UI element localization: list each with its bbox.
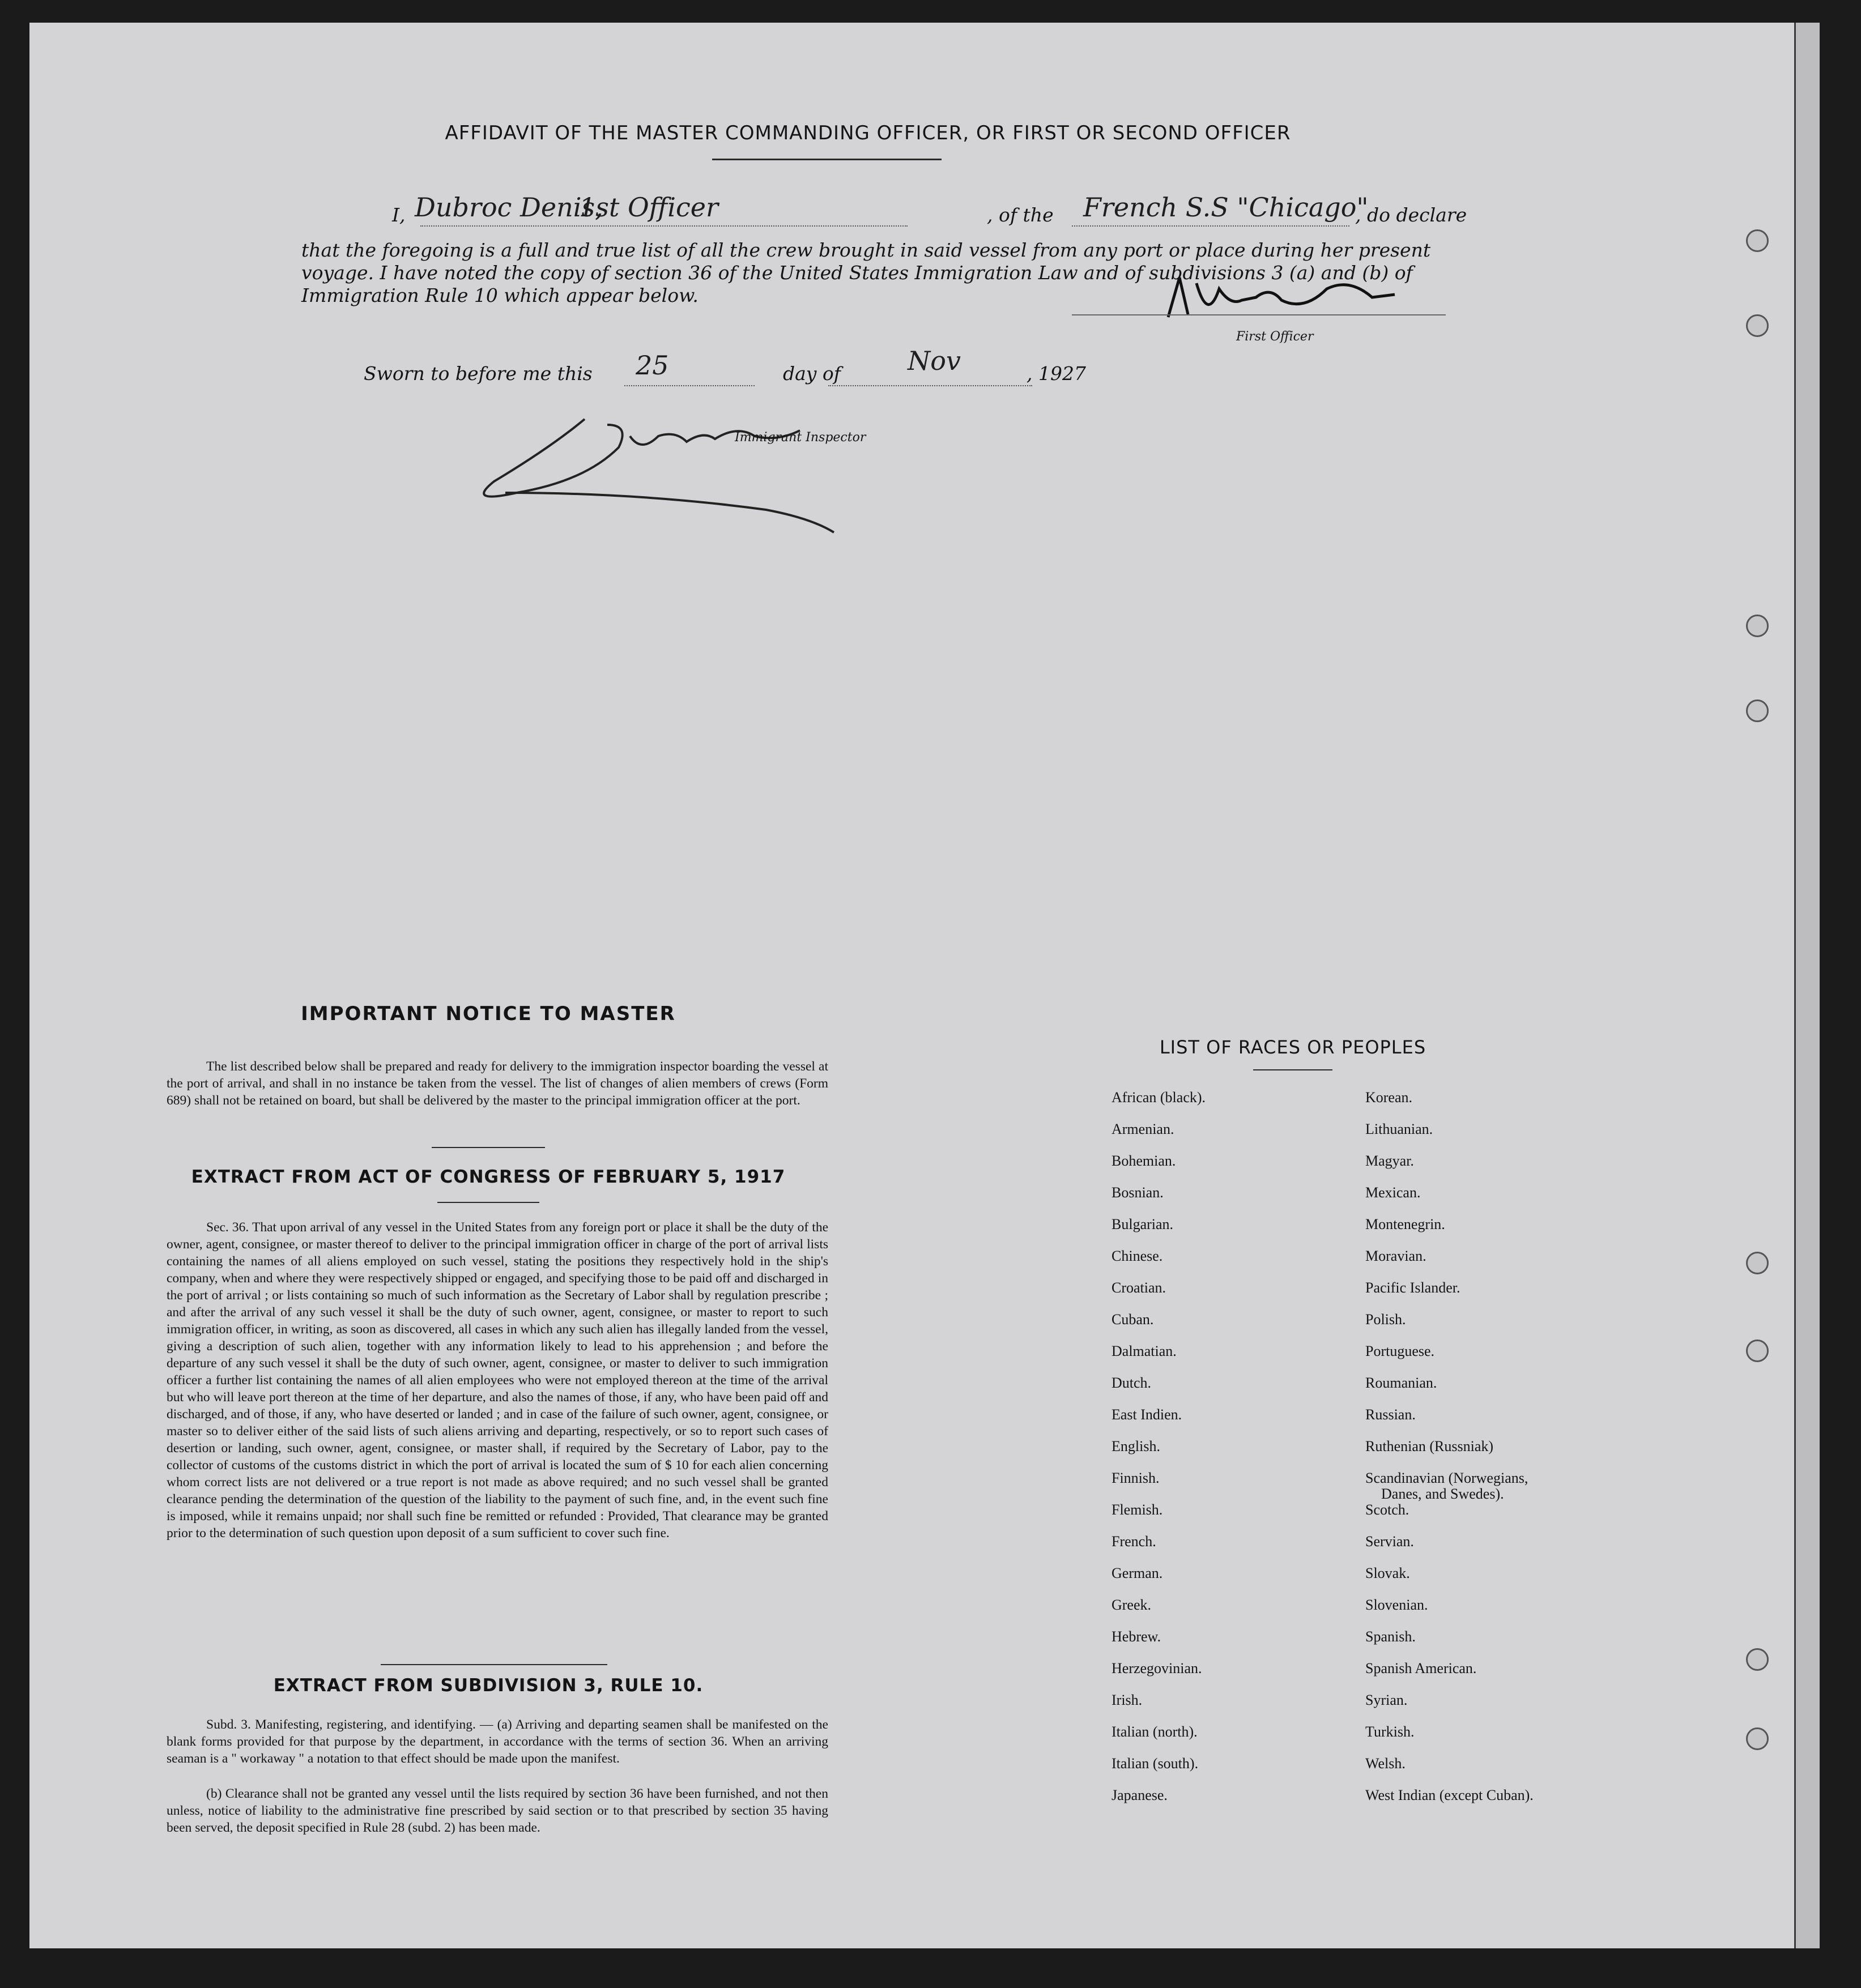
officer-rank-handwritten: 1st Officer bbox=[579, 192, 718, 223]
race-item: Scotch. bbox=[1365, 1501, 1409, 1518]
inspector-label: Immigrant Inspector bbox=[735, 430, 866, 445]
race-item: Chinese. bbox=[1112, 1248, 1163, 1264]
race-item: Finnish. bbox=[1112, 1470, 1160, 1486]
officer-label: First Officer bbox=[1236, 330, 1314, 344]
extract-rule-title: EXTRACT FROM SUBDIVISION 3, RULE 10. bbox=[273, 1675, 704, 1696]
race-item: Bulgarian. bbox=[1112, 1216, 1174, 1232]
punch-hole bbox=[1746, 1339, 1769, 1362]
race-item: Mexican. bbox=[1365, 1184, 1421, 1201]
extract-act-title: EXTRACT FROM ACT OF CONGRESS OF FEBRUARY 5, 1917 bbox=[191, 1167, 786, 1187]
sworn-day-handwritten: 25 bbox=[636, 350, 669, 381]
decl-line-2: that the foregoing is a full and true list of all the crew brought in said vessel from any port or place during her present bbox=[301, 239, 1431, 261]
inspector-signature bbox=[471, 396, 936, 544]
race-item: Italian (south). bbox=[1112, 1755, 1199, 1772]
race-item: Cuban. bbox=[1112, 1311, 1154, 1328]
punch-hole bbox=[1746, 314, 1769, 337]
decl-pre: I, bbox=[392, 204, 406, 226]
vessel-handwritten: French S.S "Chicago" bbox=[1083, 192, 1369, 223]
race-item: Slovak. bbox=[1365, 1565, 1410, 1581]
race-item: Russian. bbox=[1365, 1406, 1416, 1423]
race-item: Spanish. bbox=[1365, 1628, 1416, 1645]
race-item: African (black). bbox=[1112, 1089, 1206, 1106]
sworn-line bbox=[364, 345, 1157, 385]
affidavit-title: AFFIDAVIT OF THE MASTER COMMANDING OFFICER, OR FIRST OR SECOND OFFICER bbox=[445, 122, 1291, 144]
race-item: Hebrew. bbox=[1112, 1628, 1161, 1645]
punch-hole bbox=[1746, 615, 1769, 637]
punch-hole bbox=[1746, 1648, 1769, 1671]
race-item: Montenegrin. bbox=[1365, 1216, 1445, 1232]
sworn-day-label: day of bbox=[783, 362, 841, 385]
officer-sign-line bbox=[1072, 314, 1446, 315]
race-item: Croatian. bbox=[1112, 1279, 1166, 1296]
race-item: West Indian (except Cuban). bbox=[1365, 1787, 1534, 1803]
punch-hole bbox=[1746, 699, 1769, 722]
race-item: Polish. bbox=[1365, 1311, 1406, 1328]
extract-rule-para-a: Subd. 3. Manifesting, registering, and identifying. — (a) Arriving and departing seamen shall be manifested on the blank forms provided for that purpose by the department, in accordance with the terms of section 36. When an arriving seaman is a " workaway " a notation to that effect should be made upon the manifest. bbox=[167, 1717, 828, 1766]
sworn-pre: Sworn to before me this bbox=[364, 362, 593, 385]
race-item: Roumanian. bbox=[1365, 1375, 1437, 1391]
races-divider bbox=[1253, 1069, 1332, 1070]
document-page bbox=[29, 23, 1820, 1948]
race-item: French. bbox=[1112, 1533, 1156, 1550]
race-item: Flemish. bbox=[1112, 1501, 1163, 1518]
race-item: Magyar. bbox=[1365, 1153, 1414, 1169]
punch-hole bbox=[1746, 1252, 1769, 1274]
title-underline bbox=[712, 159, 942, 160]
month-blank bbox=[828, 385, 1032, 386]
race-item: Scandinavian (Norwegians, bbox=[1365, 1470, 1528, 1486]
act-divider bbox=[437, 1202, 539, 1203]
race-item: Ruthenian (Russniak) bbox=[1365, 1438, 1494, 1454]
sworn-month-handwritten: Nov bbox=[908, 345, 961, 376]
vessel-blank bbox=[1072, 225, 1349, 227]
punch-hole bbox=[1746, 229, 1769, 252]
notice-title: IMPORTANT NOTICE TO MASTER bbox=[301, 1002, 676, 1025]
race-item: Korean. bbox=[1365, 1089, 1413, 1106]
races-title: LIST OF RACES OR PEOPLES bbox=[1159, 1036, 1426, 1058]
officer-name-handwritten: Dubroc Denis, bbox=[415, 192, 603, 223]
race-item: Italian (north). bbox=[1112, 1723, 1198, 1740]
race-item: Greek. bbox=[1112, 1597, 1152, 1613]
race-item: Armenian. bbox=[1112, 1121, 1174, 1137]
decl-line-3: voyage. I have noted the copy of section 36 of the United States Immigration Law and of subdivisions 3 (a) and (b) of bbox=[301, 262, 1413, 284]
race-item: Dalmatian. bbox=[1112, 1343, 1177, 1359]
race-item: Portuguese. bbox=[1365, 1343, 1435, 1359]
race-item: Lithuanian. bbox=[1365, 1121, 1433, 1137]
race-item: Herzegovinian. bbox=[1112, 1660, 1202, 1676]
punch-hole bbox=[1746, 1727, 1769, 1750]
race-item: Dutch. bbox=[1112, 1375, 1152, 1391]
race-item: Bosnian. bbox=[1112, 1184, 1164, 1201]
race-item: Irish. bbox=[1112, 1692, 1143, 1708]
decl-post: , do declare bbox=[1355, 204, 1467, 226]
name-blank bbox=[420, 225, 908, 227]
decl-mid: , of the bbox=[987, 204, 1054, 226]
race-item: Pacific Islander. bbox=[1365, 1279, 1460, 1296]
race-item: Slovenian. bbox=[1365, 1597, 1428, 1613]
race-item: German. bbox=[1112, 1565, 1163, 1581]
next-page-edge bbox=[1794, 23, 1820, 1948]
rule-divider bbox=[381, 1664, 607, 1665]
race-item: Bohemian. bbox=[1112, 1153, 1176, 1169]
notice-body: The list described below shall be prepared and ready for delivery to the immigration inspector boarding the vessel at the port of arrival, and shall in no instance be taken from the vessel. The list of changes of alien members of crews (Form 689) shall not be retained on board, but shall be delivered by the master to the principal immigration officer at the port. bbox=[167, 1059, 828, 1108]
day-blank bbox=[624, 385, 755, 386]
race-item: East Indien. bbox=[1112, 1406, 1182, 1423]
race-item: Japanese. bbox=[1112, 1787, 1168, 1803]
race-item: Syrian. bbox=[1365, 1692, 1408, 1708]
race-item: Servian. bbox=[1365, 1533, 1414, 1550]
race-item: Turkish. bbox=[1365, 1723, 1415, 1740]
race-item: English. bbox=[1112, 1438, 1160, 1454]
race-item: Moravian. bbox=[1365, 1248, 1426, 1264]
sworn-year: , 1927 bbox=[1027, 362, 1086, 385]
decl-line-4: Immigration Rule 10 which appear below. bbox=[301, 284, 699, 306]
notice-divider bbox=[432, 1147, 545, 1148]
race-item: Spanish American. bbox=[1365, 1660, 1477, 1676]
race-item: Welsh. bbox=[1365, 1755, 1406, 1772]
officer-signature bbox=[1157, 266, 1417, 334]
race-item: Danes, and Swedes). bbox=[1381, 1486, 1504, 1502]
extract-act-body: Sec. 36. That upon arrival of any vessel in the United States from any foreign port or place it shall be the duty of the owner, agent, consignee, or master thereof to deliver to the principal immigration officer in charge of the port of arrival lists containing the names of all aliens employed on such vessel, stating the positions they respectively hold in the ship's company, when and where they were respectively shipped or engaged, and specifying those to be paid off and discharged in the port of arrival ; or lists containing so much of such information as the Secretary of Labor shall by regulation prescribe ; and after the arrival of any such vessel it shall be the duty of such owner, agent, consignee, or master to report to such immigration officer, in writing, as soon as discovered, all cases in which any such alien has illegally landed from the vessel, giving a description of such alien, together with any information likely to lead to his apprehension ; and before the departure of any such vessel it shall be the duty of such owner, agent, consignee, or master to deliver to such immigration officer a further list containing the names of all alien employees who were not employed thereon at the time of the arrival but who will leave port thereon at the time of her departure, and also the names of those, if any, who have been paid off and discharged, and of those, if any, who have deserted or landed ; and in case of the failure of such owner, agent, consignee, or master so to deliver either of the said lists of such aliens arriving and departing, respectively, or so to report such cases of desertion or landing, such owner, agent, consignee, or master shall, if required by the Secretary of Labor, pay to the collector of customs of the customs district in which the port of arrival is located the sum of $ 10 for each alien concerning whom correct lists are not delivered or a true report is not made as above required; and no such vessel shall be granted clearance pending the determination of the question of the liability to the payment of such fine, and, in the event such fine is imposed, while it remains unpaid; nor shall such fine be remitted or refunded : Provided, That clearance may be granted prior to the determination of such question upon deposit of a sum sufficient to cover such fine. bbox=[167, 1220, 828, 1541]
extract-rule-para-b: (b) Clearance shall not be granted any vessel until the lists required by section 36 have been furnished, and not then unless, notice of liability to the administrative fine prescribed by said section or to that prescribed by section 35 having been served, the deposit specified in Rule 28 (subd. 2) has been made. bbox=[167, 1786, 828, 1835]
